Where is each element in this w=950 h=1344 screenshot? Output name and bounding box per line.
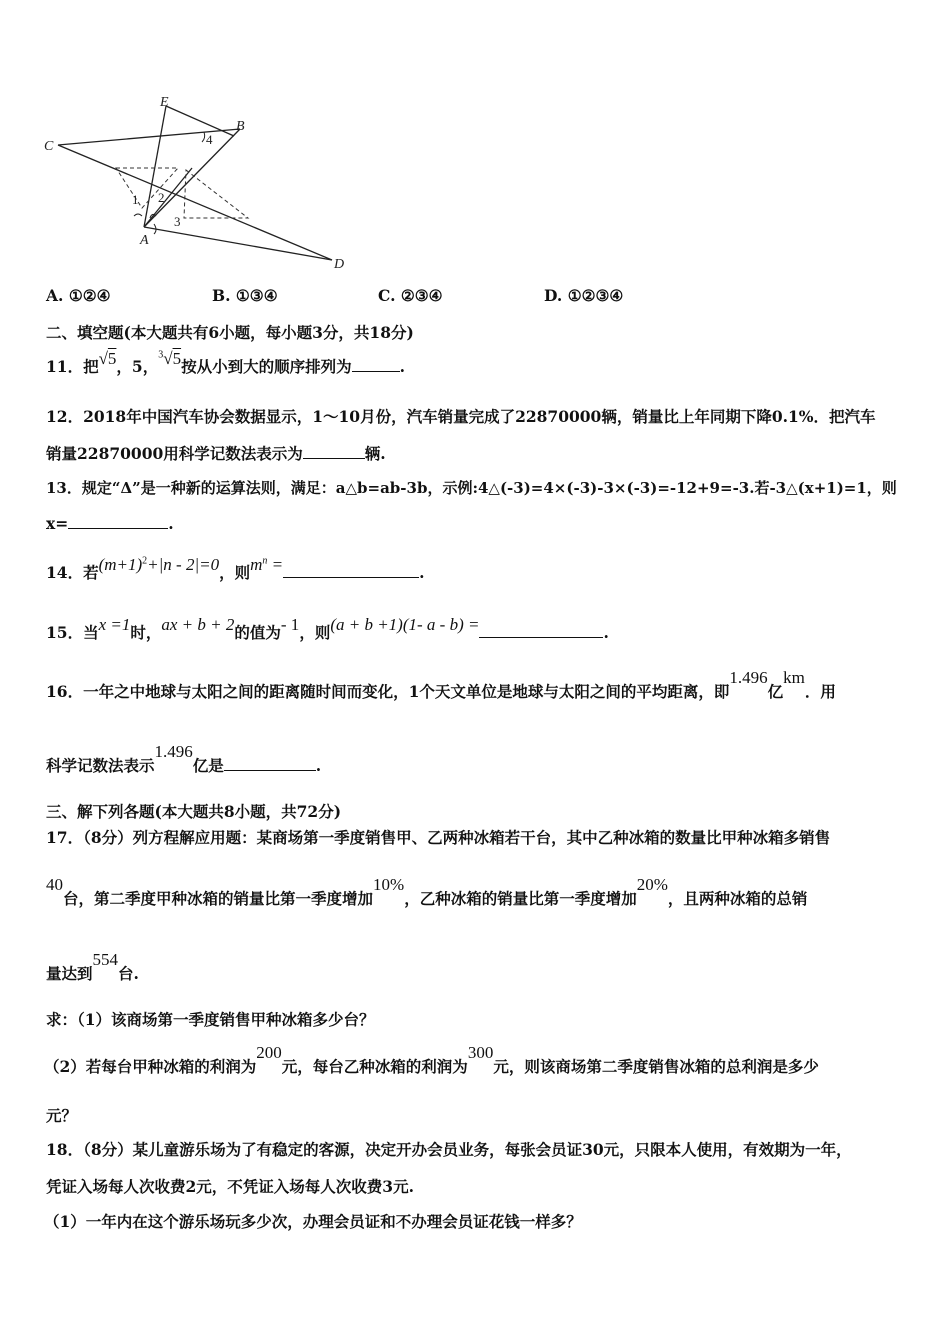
q15-val: - 1 <box>280 615 300 634</box>
options-row <box>46 286 623 305</box>
q16-km: km <box>783 668 805 687</box>
option-d-letter: D. <box>544 286 563 305</box>
label-B: B <box>236 119 245 134</box>
section2-title: 二、填空题(本大题共有6小题，每小题3分，共18分) <box>46 323 414 342</box>
angle-label-4: 4 <box>206 132 213 147</box>
q11-answer-blank[interactable] <box>352 370 400 372</box>
angle-label-1: 1 <box>132 192 139 207</box>
label-E: E <box>160 95 169 110</box>
question-17-ask1: 求：（1）该商场第一季度销售甲种冰箱多少台？ <box>46 1010 375 1029</box>
q11-comma: ，5， <box>116 357 159 376</box>
label-D: D <box>334 257 345 272</box>
angle-label-3: 3 <box>174 214 181 229</box>
q17-n300: 300 <box>467 1043 494 1062</box>
geometry-figure <box>38 92 358 274</box>
option-b-letter: B. <box>212 286 231 305</box>
q15-cond: x =1 <box>98 615 131 634</box>
q11-num: 11．把 <box>46 357 99 376</box>
question-12-line2: 销量22870000用科学记数法表示为 辆. <box>46 444 386 463</box>
option-c-text: ②③④ <box>400 286 443 305</box>
q12-answer-blank[interactable] <box>303 457 365 459</box>
segment-EA <box>144 106 166 227</box>
question-13-line1: 13．规定“Δ”是一种新的运算法则，满足：a△b=ab-3b，示例:4△(-3)=4×(-3)-3×(-3)=-12+9=-3.若-3△(x+1)=1，则 <box>46 479 897 497</box>
q17-p20: 20% <box>636 875 668 894</box>
question-18-line2: 凭证入场每人次收费2元，不凭证入场每人次收费3元. <box>46 1177 414 1196</box>
q15-expr: ax + b + 2 <box>161 615 235 634</box>
question-18-line1: 18．（8分）某儿童游乐场为了有稳定的客源，决定开办会员业务，每张会员证30元，只限本人使用，有效期为一年， <box>46 1140 852 1159</box>
segment-CB <box>58 129 240 145</box>
question-12-line1: 12．2018年中国汽车协会数据显示，1～10月份，汽车销量完成了22870000辆，销量比上年同期下降0.1%．把汽车 <box>46 407 876 426</box>
option-a <box>46 286 212 305</box>
q11-sqrt5: √5 <box>98 349 117 368</box>
question-15: 15．当x =1时，ax + b + 2的值为- 1，则(a + b +1)(1- a - b) = . <box>46 615 609 642</box>
angle-arc-4 <box>202 132 205 142</box>
segment-BA <box>144 129 240 227</box>
q14-expr: $(m+1)^2+|n - 2|=0$ <box>98 555 220 574</box>
q11-text: 按从小到大的顺序排列为 <box>181 357 352 376</box>
angle-arc-1 <box>134 214 142 216</box>
question-14: 14．若$(m+1)^2+|n - 2|=0$，则$m^n$ = . <box>46 555 425 582</box>
q14-mn: $m^n$ = <box>250 555 284 574</box>
q16-num: 1.496 <box>729 668 768 687</box>
q17-p10: 10% <box>373 875 405 894</box>
option-c <box>378 286 544 305</box>
angle-label-2: 2 <box>158 190 165 205</box>
question-17-ask2-end: 元？ <box>46 1106 78 1125</box>
option-a-letter: A. <box>46 286 64 305</box>
q13-answer-blank[interactable] <box>68 527 168 529</box>
option-d <box>544 286 623 305</box>
question-17-line3: 量达到554台. <box>46 950 139 983</box>
q16-answer-blank[interactable] <box>224 769 316 771</box>
question-16-line1: 16．一年之中地球与太阳之间的距离随时间而变化，1个天文单位是地球与太阳之间的平均距离，即1.496亿km．用 <box>46 668 836 701</box>
question-17-ask2: （2）若每台甲种冰箱的利润为200元，每台乙种冰箱的利润为300元，则该商场第二季度销售冰箱的总利润是多少 <box>44 1043 819 1076</box>
section3-title: 三、解下列各题(本大题共8小题，共72分) <box>46 802 342 821</box>
q14-answer-blank[interactable] <box>283 576 419 578</box>
question-17-line1: 17．（8分）列方程解应用题：某商场第一季度销售甲、乙两种冰箱若干台，其中乙种冰箱的数量比甲种冰箱多销售 <box>46 828 831 847</box>
q17-n554: 554 <box>92 950 119 969</box>
question-16-line2: 科学记数法表示1.496亿是 . <box>46 742 322 775</box>
option-b-text: ①③④ <box>235 286 278 305</box>
question-11 <box>46 349 405 377</box>
segment-AD <box>144 227 332 260</box>
segment-CD <box>58 145 332 260</box>
q17-n40: 40 <box>46 875 63 894</box>
q11-end: . <box>399 357 405 376</box>
option-b <box>212 286 378 305</box>
label-C: C <box>44 139 54 154</box>
segment-EB <box>166 106 234 136</box>
q15-expr2: (a + b +1)(1- a - b) = <box>330 615 480 634</box>
question-18-ask1: （1）一年内在这个游乐场玩多少次，办理会员证和不办理会员证花钱一样多？ <box>44 1212 582 1231</box>
q17-n200: 200 <box>256 1043 282 1062</box>
label-A: A <box>140 233 149 248</box>
option-a-text: ①②④ <box>68 286 111 305</box>
q15-answer-blank[interactable] <box>479 636 603 638</box>
option-c-letter: C. <box>378 286 396 305</box>
q11-cbrt5: $^3$√5 <box>158 349 182 368</box>
q16-num2: 1.496 <box>154 742 193 761</box>
question-17-line2: 40台，第二季度甲种冰箱的销量比第一季度增加10%，乙种冰箱的销量比第一季度增加20%，且两种冰箱的总销 <box>46 875 808 908</box>
question-13-line2: x= . <box>46 514 174 533</box>
option-d-text: ①②③④ <box>567 286 624 305</box>
